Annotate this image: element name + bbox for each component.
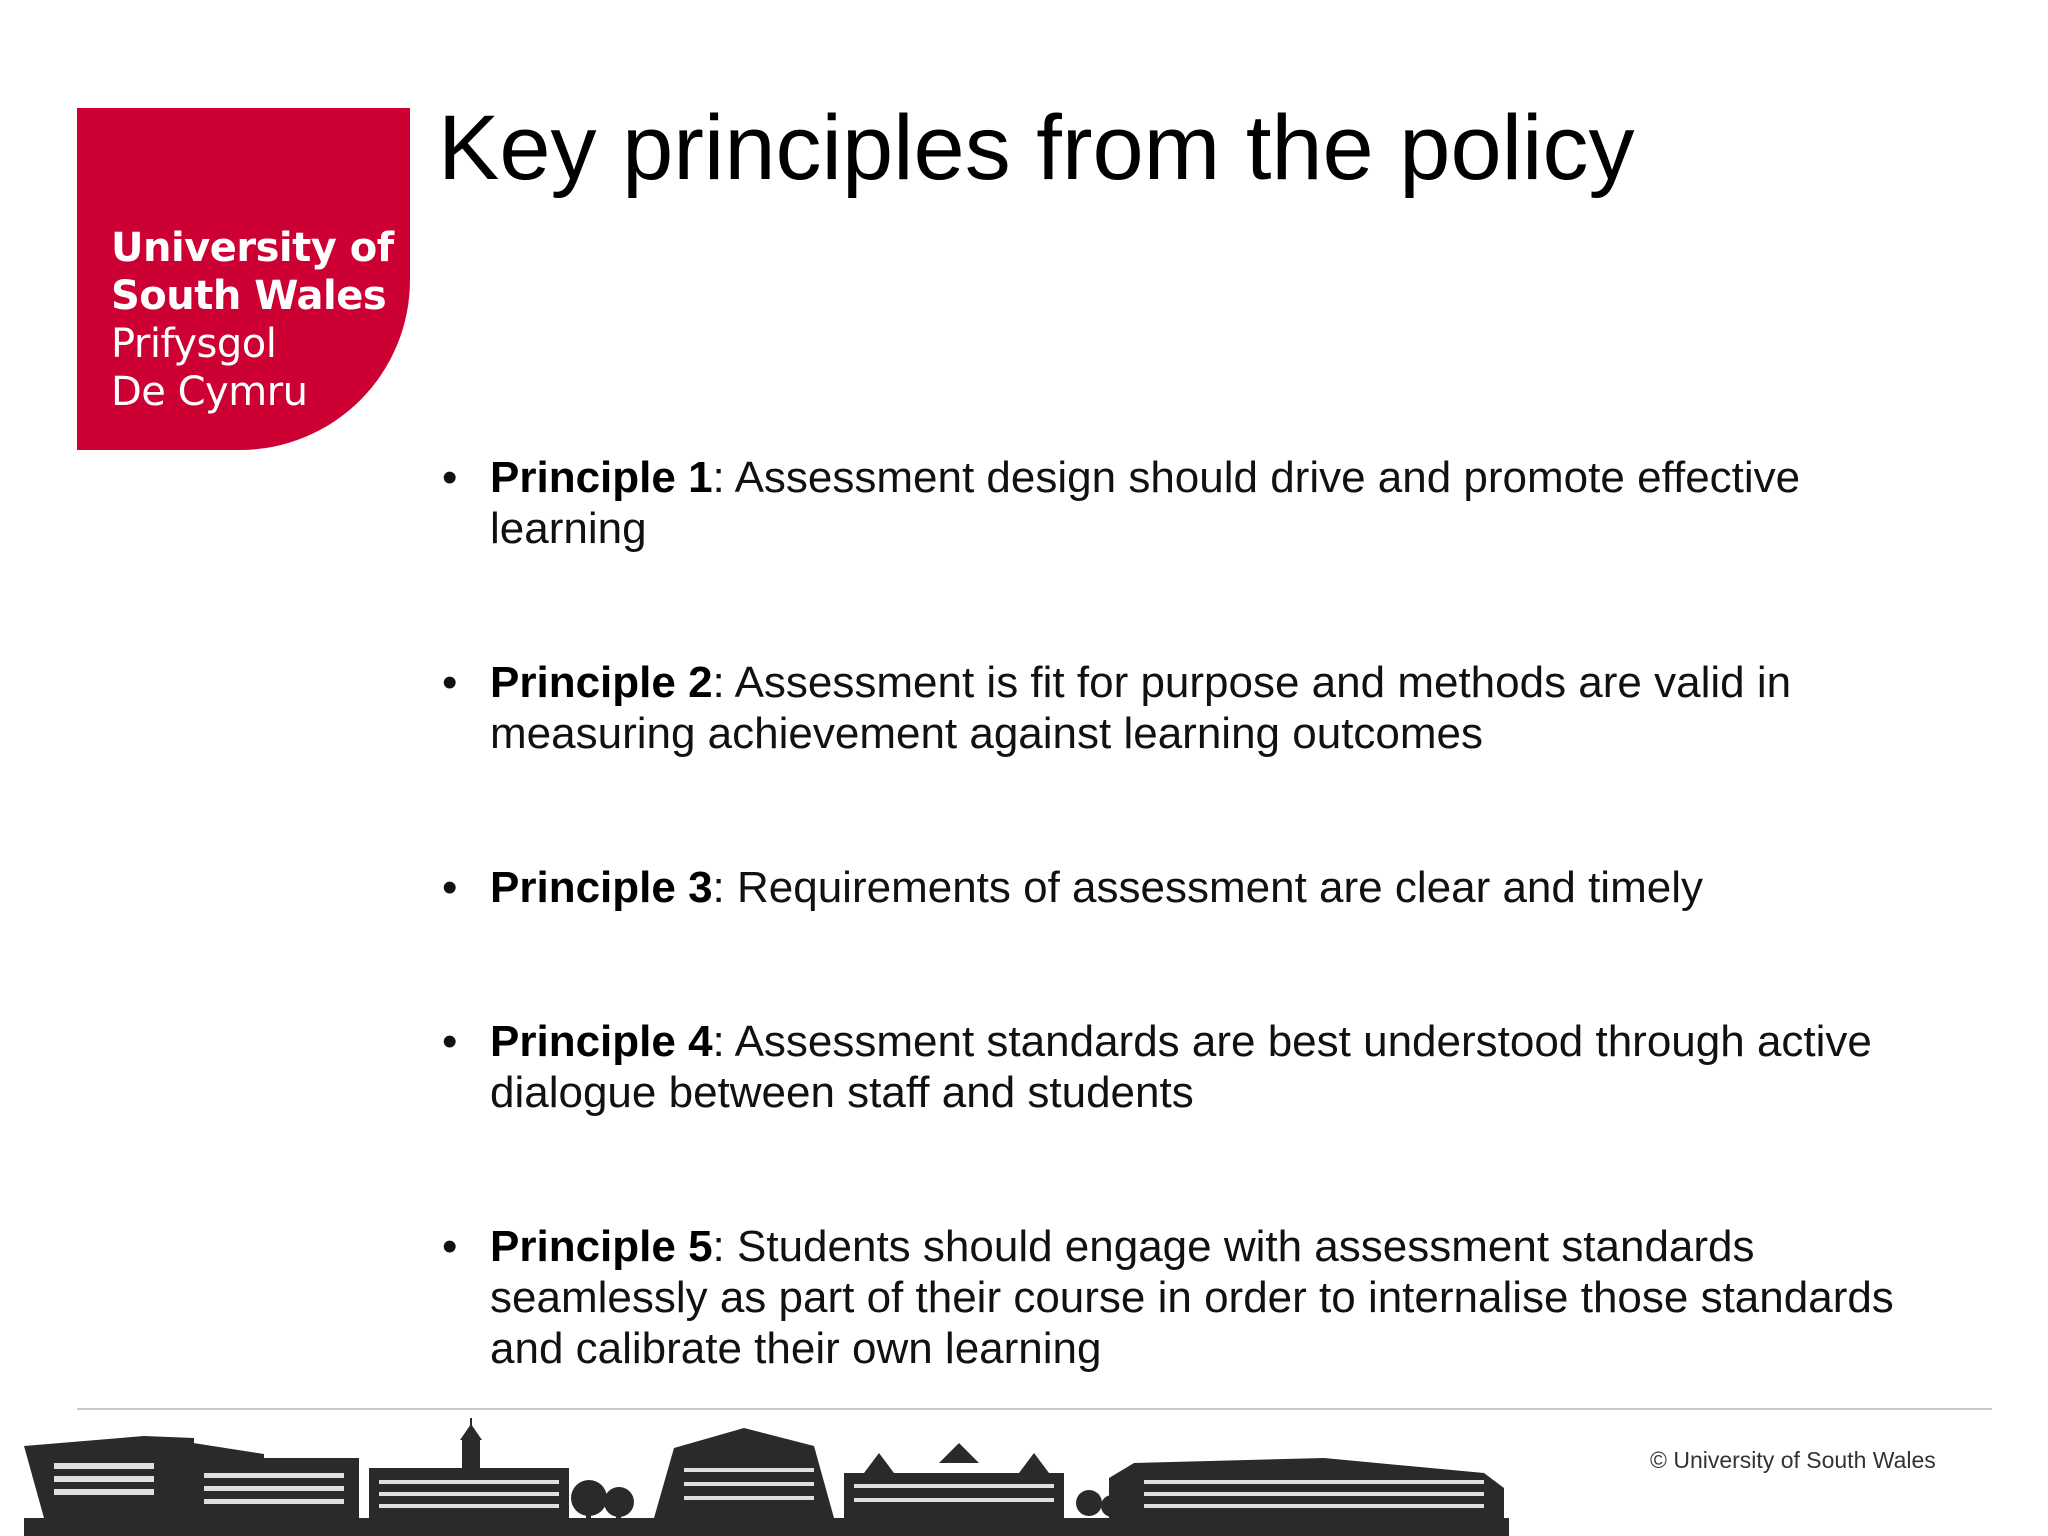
logo-line-2: South Wales [111,273,387,319]
bullet: • [442,1017,458,1066]
logo-line-4: De Cymru [111,369,308,415]
logo-line-1: University of [111,225,394,271]
footer-divider [77,1408,1992,1410]
principle-text: : Assessment design should drive and promote effective learning [490,453,1801,553]
bullet: • [442,863,458,912]
principle-item-2 [438,657,1908,862]
principle-label: Principle 2 [490,658,713,707]
principle-text: : Assessment is fit for purpose and methods are valid in measuring achievement against learning outcomes [490,658,1792,758]
bullet: • [442,1222,458,1271]
principle-item-1 [438,452,1908,657]
principle-text: : Requirements of assessment are clear and timely [712,863,1703,912]
principle-label: Principle 3 [490,863,713,912]
principle-item-3 [438,862,1908,1016]
principle-label: Principle 4 [490,1017,713,1066]
principle-label: Principle 1 [490,453,713,502]
bullet: • [442,658,458,707]
logo-text [111,224,394,416]
logo-line-3: Prifysgol [111,321,277,367]
campus-skyline-illustration [24,1418,1509,1536]
slide-title: Key principles from the policy [438,97,1635,199]
university-logo [77,108,410,450]
principle-text: : Students should engage with assessment standards seamlessly as part of their course in order to internalise those standards and calibrate their own learning [490,1222,1894,1373]
bullet: • [442,453,458,502]
copyright-text: © University of South Wales [1650,1447,1936,1473]
principle-item-5 [438,1221,1908,1381]
principle-text: : Assessment standards are best understood through active dialogue between staff and students [490,1017,1872,1117]
principle-item-4 [438,1016,1908,1221]
principle-label: Principle 5 [490,1222,713,1271]
principles-list [438,452,1908,1381]
